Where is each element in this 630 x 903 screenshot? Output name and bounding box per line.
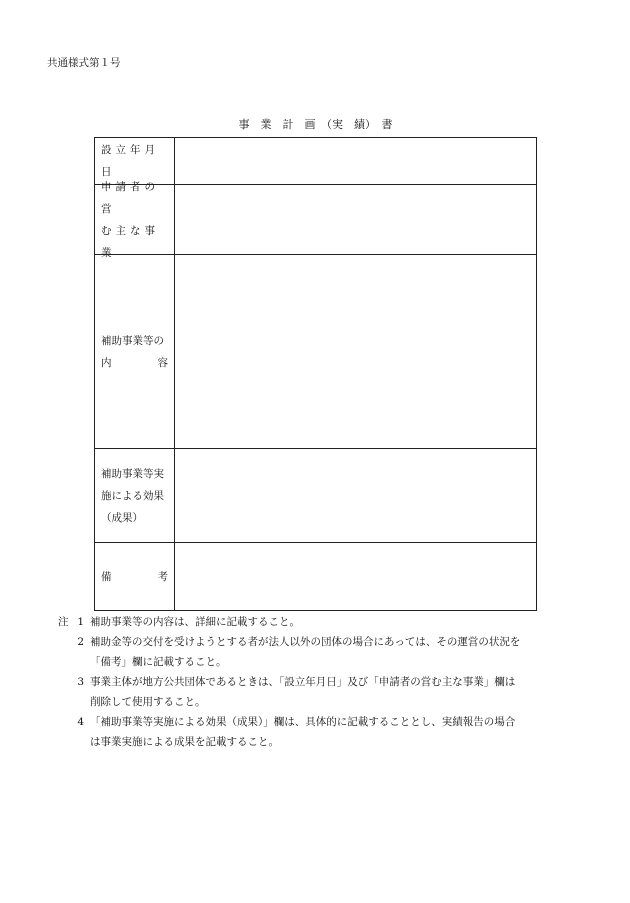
document-title: 事 業 計 画 （実 績） 書 bbox=[238, 118, 393, 131]
note-number: 1 bbox=[77, 616, 84, 628]
label-text-line2: 施による効果 bbox=[101, 490, 164, 502]
plan-table bbox=[94, 137, 537, 611]
label-char-a: 内 bbox=[101, 357, 112, 369]
form-number: 共通様式第１号 bbox=[47, 57, 121, 69]
notes-mark: 注 bbox=[58, 616, 69, 628]
label-main-business bbox=[95, 181, 175, 259]
note-text-continued: 削除して使用すること。 bbox=[90, 696, 206, 708]
label-text-line1: 補助事業等の bbox=[101, 335, 164, 347]
row-main-business bbox=[95, 181, 536, 259]
note-text: 補助金等の交付を受けようとする者が法人以外の団体の場合にあっては、その運営の状況を bbox=[90, 636, 521, 648]
note-item bbox=[56, 672, 596, 712]
label-text-line3: （成果） bbox=[101, 512, 143, 524]
value-project-effect[interactable] bbox=[175, 449, 536, 543]
notes-section bbox=[56, 612, 596, 752]
note-item bbox=[56, 612, 596, 632]
row-remarks bbox=[95, 542, 536, 610]
label-text-line1: 補助事業等実 bbox=[101, 468, 164, 480]
note-text: 事業主体が地方公共団体であるときは、「設立年月日」及び「申請者の営む主な事業」欄は bbox=[90, 676, 516, 688]
value-established-date[interactable] bbox=[175, 138, 536, 184]
label-text-line1: 申請者の営 bbox=[101, 181, 159, 215]
label-text: 設立年月日 bbox=[101, 144, 159, 178]
label-text-line2 bbox=[101, 352, 170, 374]
label-text-line2: む主な事業 bbox=[101, 225, 159, 259]
note-text: 「補助事業等実施による効果（成果）」欄は、具体的に記載することとし、実績報告の場合 bbox=[90, 716, 516, 728]
label-remarks bbox=[95, 543, 175, 610]
value-main-business[interactable] bbox=[175, 185, 536, 255]
label-char-b: 容 bbox=[157, 357, 168, 369]
label-char-b: 考 bbox=[157, 570, 168, 583]
value-remarks[interactable] bbox=[175, 543, 536, 610]
note-text-continued: は事業実施による成果を記載すること。 bbox=[90, 736, 279, 748]
note-number: 2 bbox=[77, 636, 84, 648]
note-number: 3 bbox=[77, 676, 84, 688]
row-project-content bbox=[95, 254, 536, 449]
label-text bbox=[101, 566, 170, 588]
value-project-content[interactable] bbox=[175, 255, 536, 449]
label-project-content bbox=[95, 255, 175, 449]
note-item bbox=[56, 712, 596, 752]
note-text: 補助事業等の内容は、詳細に記載すること。 bbox=[90, 616, 300, 628]
label-project-effect bbox=[95, 449, 175, 543]
note-number: 4 bbox=[77, 716, 84, 728]
note-text-continued: 「備考」欄に記載すること。 bbox=[90, 656, 227, 668]
note-item bbox=[56, 632, 596, 672]
label-char-a: 備 bbox=[101, 570, 112, 583]
row-project-effect bbox=[95, 448, 536, 543]
